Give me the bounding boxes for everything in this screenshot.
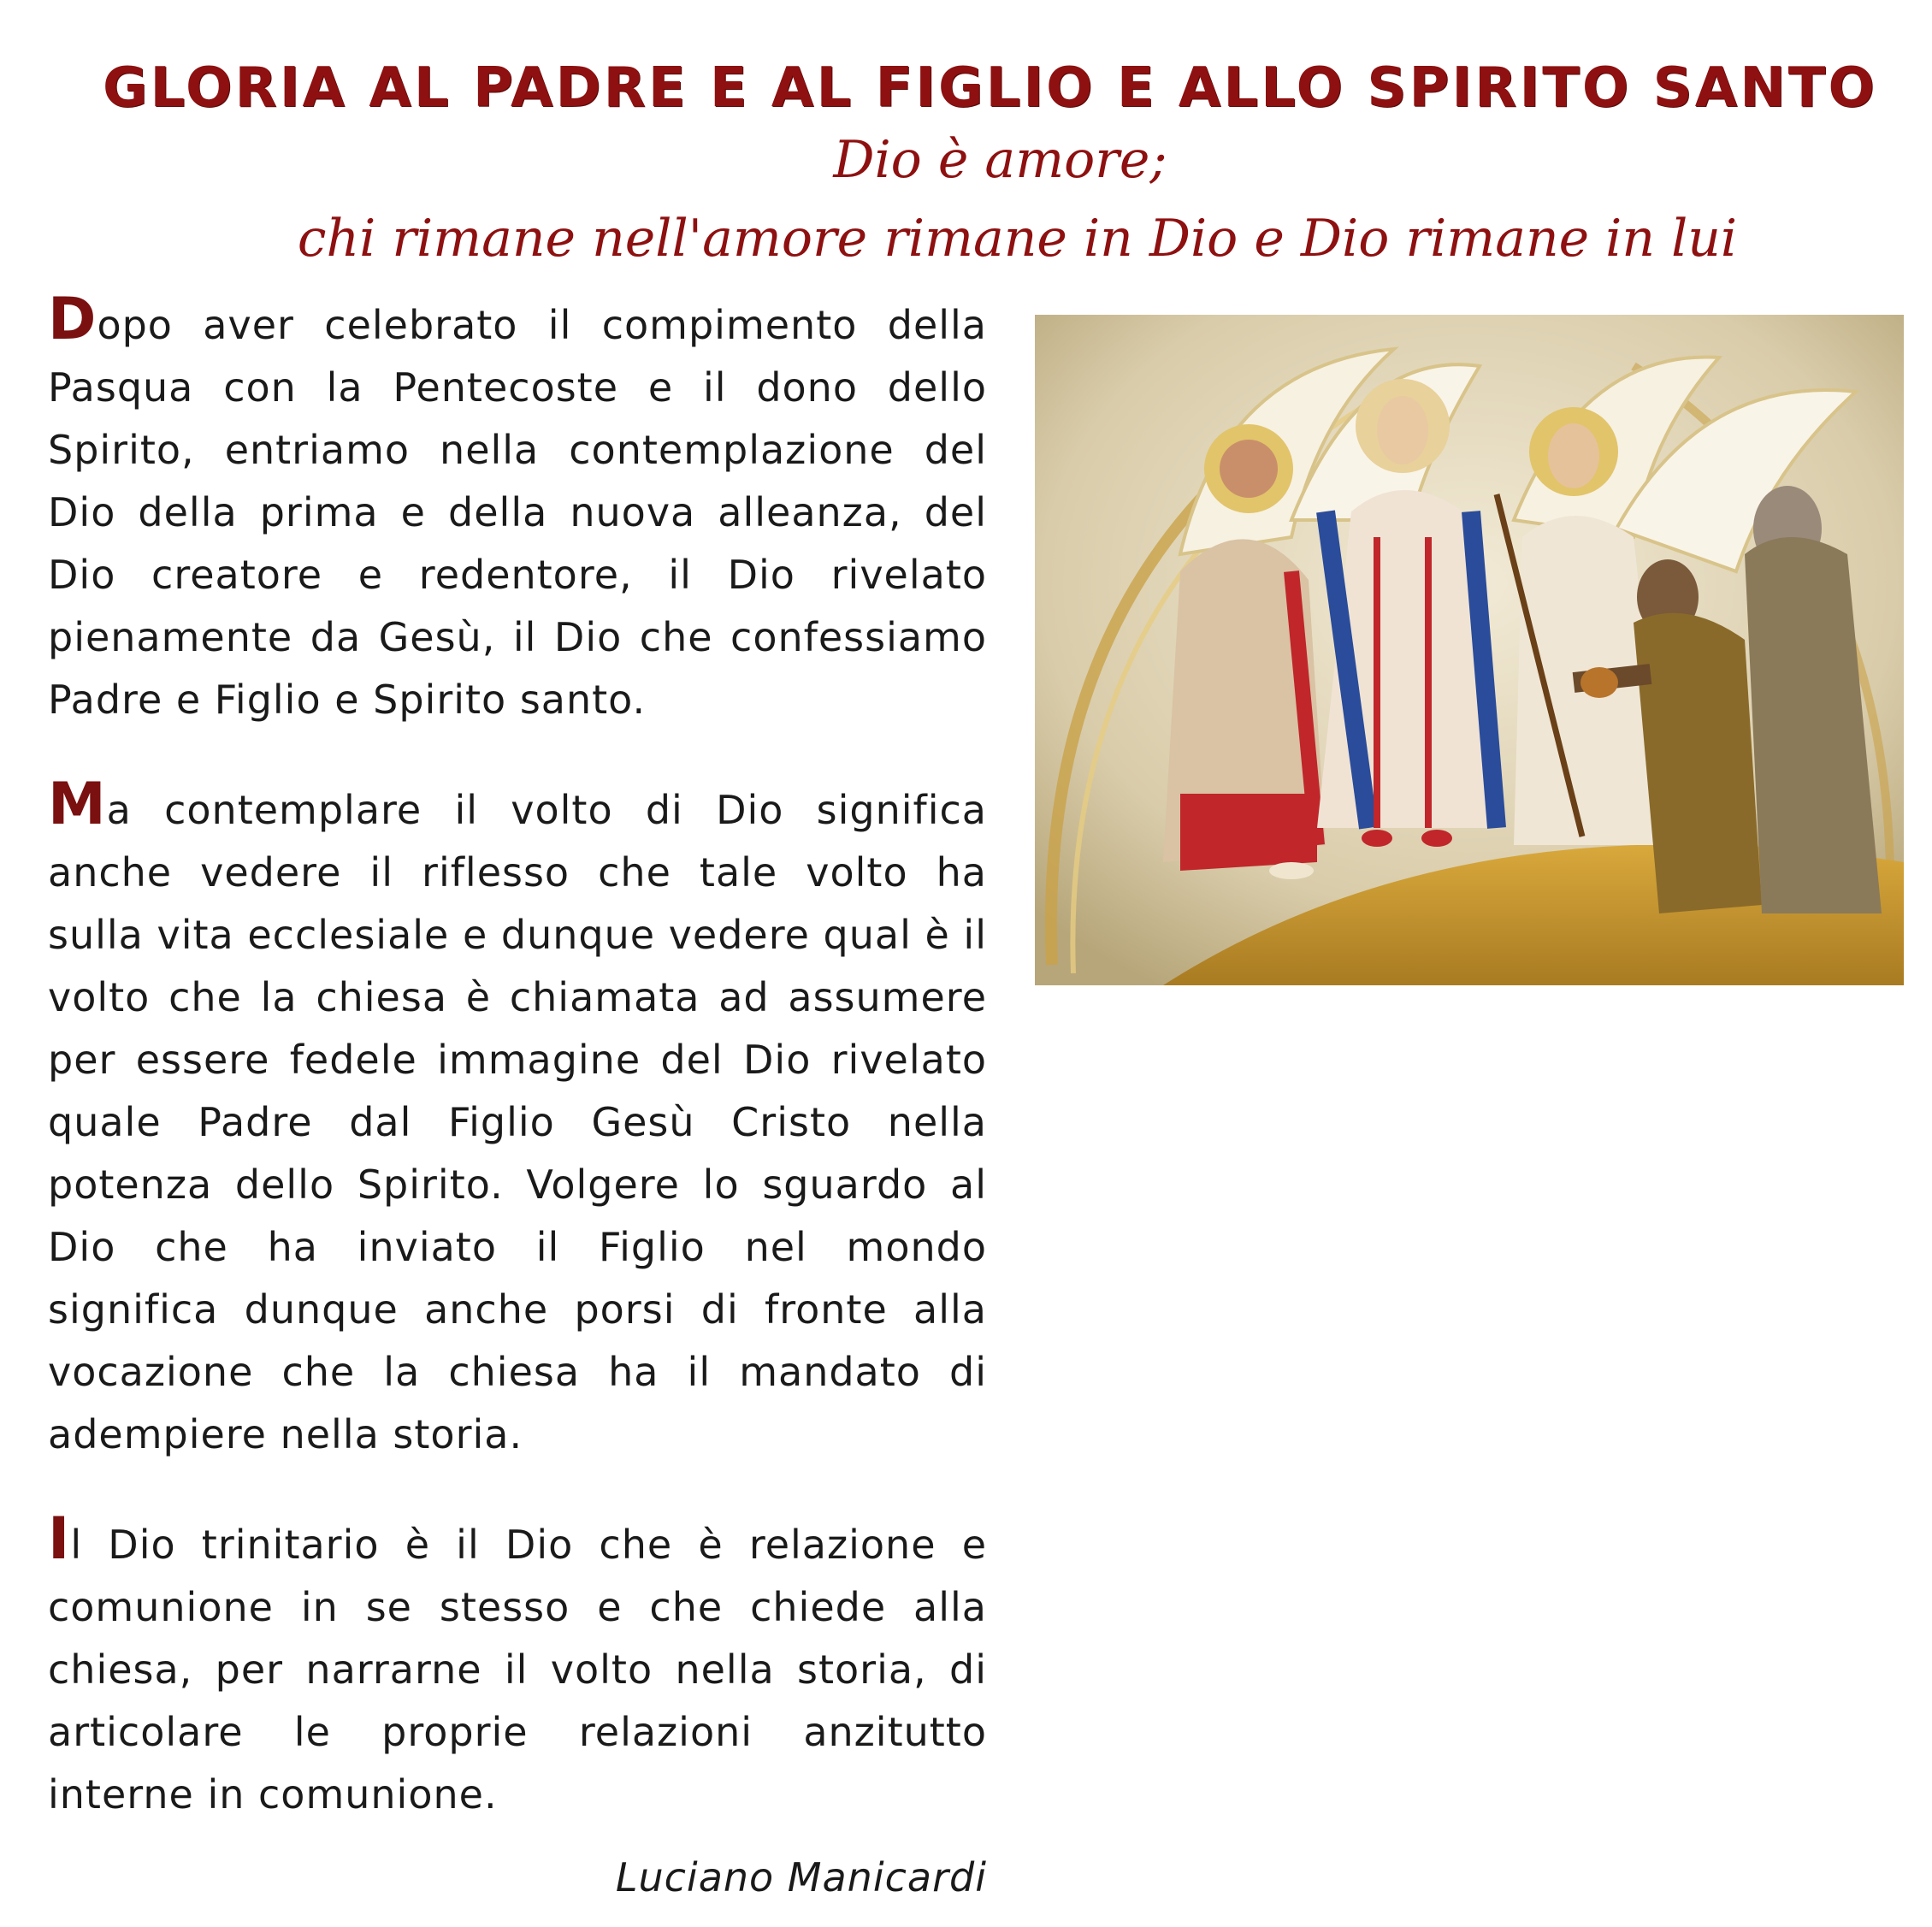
trinity-mosaic-image — [1035, 315, 1904, 985]
drop-cap: D — [48, 286, 97, 353]
page-title: GLORIA AL PADRE E AL FIGLIO E ALLO SPIRITO SANTO — [103, 56, 1877, 120]
drop-cap: I — [48, 1505, 71, 1573]
paragraph-1 — [48, 286, 987, 731]
subtitle-line-2: chi rimane nell'amore rimane in Dio e Dio rimane in lui — [297, 209, 1738, 269]
paragraph-2 — [48, 771, 987, 1466]
paragraph-text: a contemplare il volto di Dio significa anche vedere il riflesso che tale volto ha sulla vita ecclesiale e dunque vedere qual è il volto che la chiesa è chiamata ad assumere per essere fedele immagine del Dio rivelato quale Padre dal Figlio Gesù Cristo nella potenza dello Spirito. Volgere lo sguardo al Dio che ha inviato il Figlio nel mondo significa dunque anche porsi di fronte alla vocazione che la chiesa ha il mandato di adempiere nella storia. — [48, 787, 987, 1457]
author-signature: Luciano Manicardi — [615, 1854, 987, 1900]
paragraph-3 — [48, 1505, 987, 1826]
drop-cap: M — [48, 771, 107, 838]
subtitle-line-1: Dio è amore; — [833, 130, 1167, 190]
paragraph-text: opo aver celebrato il compimento della Pasqua con la Pentecoste e il dono dello Spirito, entriamo nella contemplazione del Dio della prima e della nuova alleanza, del Dio creatore e redentore, il Dio rivelato pienamente da Gesù, il Dio che confessiamo Padre e Figlio e Spirito santo. — [48, 302, 987, 723]
paragraph-text: l Dio trinitario è il Dio che è relazione e comunione in se stesso e che chiede alla chiesa, per narrarne il volto nella storia, di articolare le proprie relazioni anzitutto interne in comunione. — [48, 1522, 987, 1818]
article-body — [48, 286, 987, 1874]
